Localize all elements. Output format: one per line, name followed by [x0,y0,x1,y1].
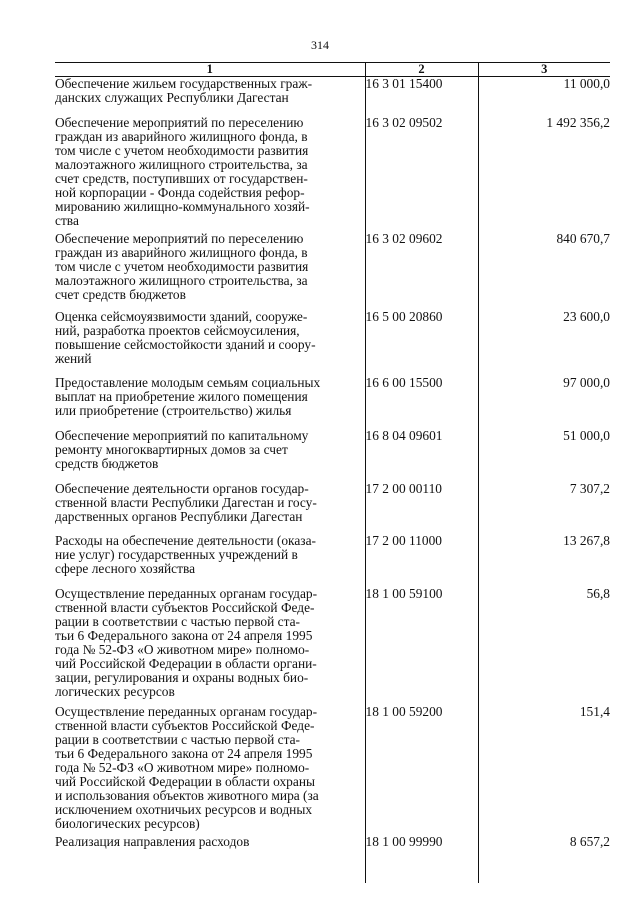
expense-name: Обеспечение мероприятий по переселению граждан из аварийного жилищного фонда, в том числе с учетом необходимости развития малоэтажного жилищного строительства, за счет средств, поступивших от государствен- ной корпорации - Фонда содействия рефор- мированию жилищно-коммунального хозяй- ства [55,114,310,228]
table-row [55,534,610,587]
amount: 97 000,0 [478,376,610,429]
expense-name: Предоставление молодым семьям социальных выплат на приобретение жилого помещения или приобретение (строительство) жилья [55,374,321,418]
classification-code: 18 1 00 59200 [365,705,478,835]
expense-name: Обеспечение мероприятий по капитальному ремонту многоквартирных домов за счет средств бюджетов [55,427,309,471]
expense-name: Осуществление переданных органам государ- ственной власти субъектов Российской Феде- рации в соответствии с частью первой ста- тьи 6 Федерального закона от 24 апреля 1995 года № 52-ФЗ «О животном мире» полномо- чий Российской Федерации в области органи- зации, регулирования и охраны водных био- логических ресурсов [55,585,318,699]
amount: 1 492 356,2 [478,116,610,232]
table-row [55,429,610,482]
expense-name: Обеспечение мероприятий по переселению граждан из аварийного жилищного фонда, в том числе с учетом необходимости развития малоэтажного жилищного строительства, за счет средств бюджетов [55,230,309,302]
classification-code: 17 2 00 00110 [365,482,478,534]
expense-name: Реализация направления расходов [55,833,250,849]
expense-name: Расходы на обеспечение деятельности (оказа- ние услуг) государственных учреждений в сфере лесного хозяйства [55,532,316,576]
column-header-3: 3 [478,63,610,77]
amount: 13 267,8 [478,534,610,587]
classification-code: 16 3 02 09602 [365,232,478,310]
page-number: 314 [311,38,329,52]
amount: 151,4 [478,705,610,835]
amount: 51 000,0 [478,429,610,482]
classification-code: 16 6 00 15500 [365,376,478,429]
table-row [55,482,610,534]
table-row [55,376,610,429]
amount: 23 600,0 [478,310,610,376]
amount: 7 307,2 [478,482,610,534]
amount: 56,8 [478,587,610,705]
column-header-1: 1 [55,63,365,77]
table-row [55,705,610,835]
table-body [55,77,610,883]
column-header-2: 2 [365,63,478,77]
expense-name: Обеспечение жильем государственных граж- данских служащих Республики Дагестан [55,76,313,105]
expense-name: Осуществление переданных органам государ- ственной власти субъектов Российской Феде- рации в соответствии с частью первой ста- тьи 6 Федерального закона от 24 апреля 1995 года № 52-ФЗ «О животном мире» полномо- чий Российской Федерации в области охраны и использования объектов животного мира (за исключением охотничьих ресурсов и водных биологических ресурсов) [55,703,319,831]
classification-code: 16 5 00 20860 [365,310,478,376]
table-row [55,232,610,310]
table-row [55,310,610,376]
table-row [55,587,610,705]
classification-code: 16 3 02 09502 [365,116,478,232]
classification-code: 17 2 00 11000 [365,534,478,587]
budget-table [55,62,610,883]
table-row [55,116,610,232]
amount: 840 670,7 [478,232,610,310]
table-header [55,63,610,77]
classification-code: 16 8 04 09601 [365,429,478,482]
table-row [55,77,610,116]
classification-code: 16 3 01 15400 [365,77,478,116]
amount: 11 000,0 [478,77,610,116]
classification-code: 18 1 00 59100 [365,587,478,705]
expense-name: Обеспечение деятельности органов государ- ственной власти Республики Дагестан и госу- дарственных органов Республики Дагестан [55,480,317,524]
classification-code: 18 1 00 99990 [365,835,478,883]
expense-name: Оценка сейсмоуязвимости зданий, сооруже- ний, разработка проектов сейсмоусиления, повышение сейсмостойкости зданий и соору- жений [55,308,316,366]
amount: 8 657,2 [478,835,610,883]
table-row [55,835,610,883]
